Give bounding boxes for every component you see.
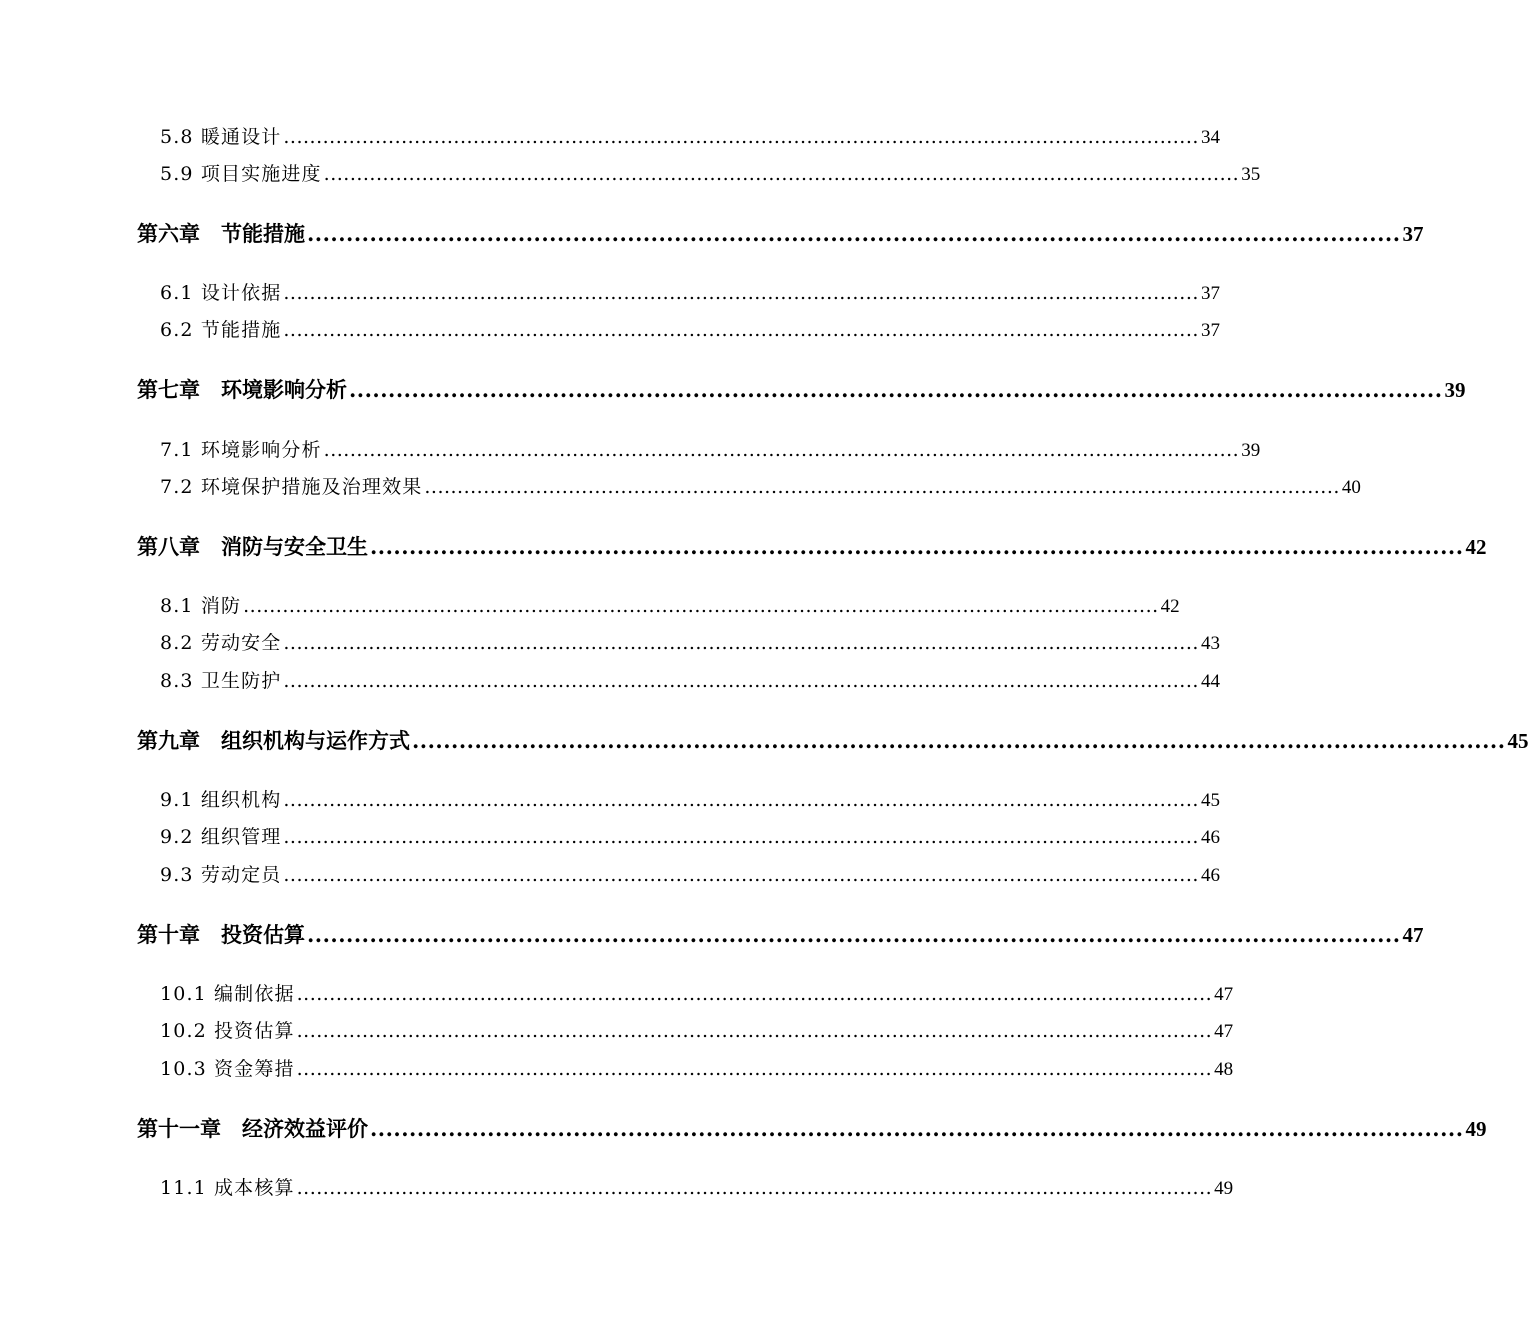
toc-entry-label: 5.9 项目实施进度 <box>160 163 322 185</box>
dot-leader: ............................................................................................................................................ <box>296 1020 1213 1042</box>
toc-entry-9-3[interactable] <box>160 862 1220 888</box>
dot-leader: ............................................................................................................................................ <box>283 319 1199 341</box>
toc-chapter-8[interactable] <box>137 532 1487 562</box>
toc-chapter-7[interactable] <box>137 375 1466 405</box>
dot-leader: ............................................................................................................................................ <box>307 922 1401 947</box>
dot-leader: ............................................................................................................................................ <box>283 126 1199 148</box>
dot-leader: ............................................................................................................................................ <box>370 534 1464 559</box>
toc-chapter-label: 第九章 组织机构与运作方式 <box>137 728 410 753</box>
toc-page-number: 40 <box>1341 477 1361 498</box>
toc-chapter-label: 第七章 环境影响分析 <box>137 377 347 402</box>
toc-entry-11-1[interactable] <box>160 1175 1234 1201</box>
dot-leader: ............................................................................................................................................ <box>424 476 1340 498</box>
toc-page-number: 34 <box>1200 127 1220 148</box>
toc-page-number: 47 <box>1402 923 1424 947</box>
toc-page-number: 45 <box>1200 790 1220 811</box>
toc-chapter-9[interactable] <box>137 726 1529 756</box>
toc-entry-label: 8.2 劳动安全 <box>160 632 282 654</box>
dot-leader: ............................................................................................................................................ <box>370 1116 1464 1141</box>
toc-entry-10-2[interactable] <box>160 1018 1234 1044</box>
toc-page-number: 47 <box>1214 984 1234 1005</box>
toc-page-number: 37 <box>1402 222 1424 246</box>
toc-page-number: 46 <box>1200 827 1220 848</box>
dot-leader: ............................................................................................................................................ <box>296 1058 1213 1080</box>
toc-page-number: 46 <box>1200 865 1220 886</box>
toc-entry-6-1[interactable] <box>160 280 1220 306</box>
toc-page-number: 44 <box>1200 671 1220 692</box>
toc-page-number: 39 <box>1241 440 1261 461</box>
toc-page-number: 35 <box>1241 164 1261 185</box>
dot-leader: ............................................................................................................................................ <box>307 221 1401 246</box>
toc-page-number: 42 <box>1160 596 1180 617</box>
dot-leader: ............................................................................................................................................ <box>283 670 1199 692</box>
toc-entry-label: 8.1 消防 <box>160 595 242 617</box>
toc-page-number: 42 <box>1465 535 1487 559</box>
dot-leader: ............................................................................................................................................ <box>283 282 1199 304</box>
toc-entry-label: 10.3 资金筹措 <box>160 1058 295 1080</box>
toc-page-number: 37 <box>1200 283 1220 304</box>
toc-entry-8-2[interactable] <box>160 630 1220 656</box>
toc-entry-10-1[interactable] <box>160 981 1234 1007</box>
toc-entry-9-1[interactable] <box>160 787 1220 813</box>
dot-leader: ............................................................................................................................................ <box>323 163 1240 185</box>
toc-entry-label: 7.2 环境保护措施及治理效果 <box>160 476 423 498</box>
toc-page-number: 49 <box>1465 1117 1487 1141</box>
dot-leader: ............................................................................................................................................ <box>283 789 1199 811</box>
toc-entry-label: 10.1 编制依据 <box>160 983 295 1005</box>
toc-entry-label: 9.2 组织管理 <box>160 826 282 848</box>
toc-page-number: 47 <box>1214 1021 1234 1042</box>
toc-entry-7-1[interactable] <box>160 437 1261 463</box>
toc-chapter-label: 第八章 消防与安全卫生 <box>137 534 368 559</box>
dot-leader: ............................................................................................................................................ <box>283 632 1199 654</box>
dot-leader: ............................................................................................................................................ <box>283 864 1199 886</box>
dot-leader: ............................................................................................................................................ <box>243 595 1159 617</box>
toc-entry-label: 8.3 卫生防护 <box>160 670 282 692</box>
toc-entry-9-2[interactable] <box>160 824 1220 850</box>
dot-leader: ............................................................................................................................................ <box>349 377 1443 402</box>
toc-page-number: 37 <box>1200 320 1220 341</box>
toc-page-number: 45 <box>1507 729 1529 753</box>
dot-leader: ............................................................................................................................................ <box>296 983 1213 1005</box>
toc-page-number: 48 <box>1214 1059 1234 1080</box>
toc-entry-label: 10.2 投资估算 <box>160 1020 295 1042</box>
dot-leader: ............................................................................................................................................ <box>412 728 1506 753</box>
toc-chapter-label: 第六章 节能措施 <box>137 221 305 246</box>
toc-chapter-label: 第十一章 经济效益评价 <box>137 1116 368 1141</box>
dot-leader: ............................................................................................................................................ <box>283 826 1199 848</box>
toc-entry-label: 9.3 劳动定员 <box>160 864 282 886</box>
toc-entry-label: 6.2 节能措施 <box>160 319 282 341</box>
toc-entry-5-9[interactable] <box>160 161 1261 187</box>
toc-entry-8-3[interactable] <box>160 668 1220 694</box>
toc-entry-label: 9.1 组织机构 <box>160 789 282 811</box>
toc-entry-5-8[interactable] <box>160 124 1220 150</box>
toc-chapter-11[interactable] <box>137 1114 1487 1144</box>
toc-chapter-6[interactable] <box>137 219 1424 249</box>
toc-entry-label: 7.1 环境影响分析 <box>160 439 322 461</box>
toc-page-number: 39 <box>1444 378 1466 402</box>
toc-entry-label: 11.1 成本核算 <box>160 1177 295 1199</box>
toc-chapter-label: 第十章 投资估算 <box>137 922 305 947</box>
toc-chapter-10[interactable] <box>137 920 1424 950</box>
toc-entry-7-2[interactable] <box>160 474 1361 500</box>
dot-leader: ............................................................................................................................................ <box>296 1177 1213 1199</box>
toc-entry-10-3[interactable] <box>160 1056 1234 1082</box>
toc-page-number: 49 <box>1214 1178 1234 1199</box>
toc-entry-label: 5.8 暖通设计 <box>160 126 282 148</box>
toc-entry-label: 6.1 设计依据 <box>160 282 282 304</box>
dot-leader: ............................................................................................................................................ <box>323 439 1240 461</box>
toc-entry-6-2[interactable] <box>160 317 1220 343</box>
toc-entry-8-1[interactable] <box>160 593 1180 619</box>
toc-page-number: 43 <box>1200 633 1220 654</box>
